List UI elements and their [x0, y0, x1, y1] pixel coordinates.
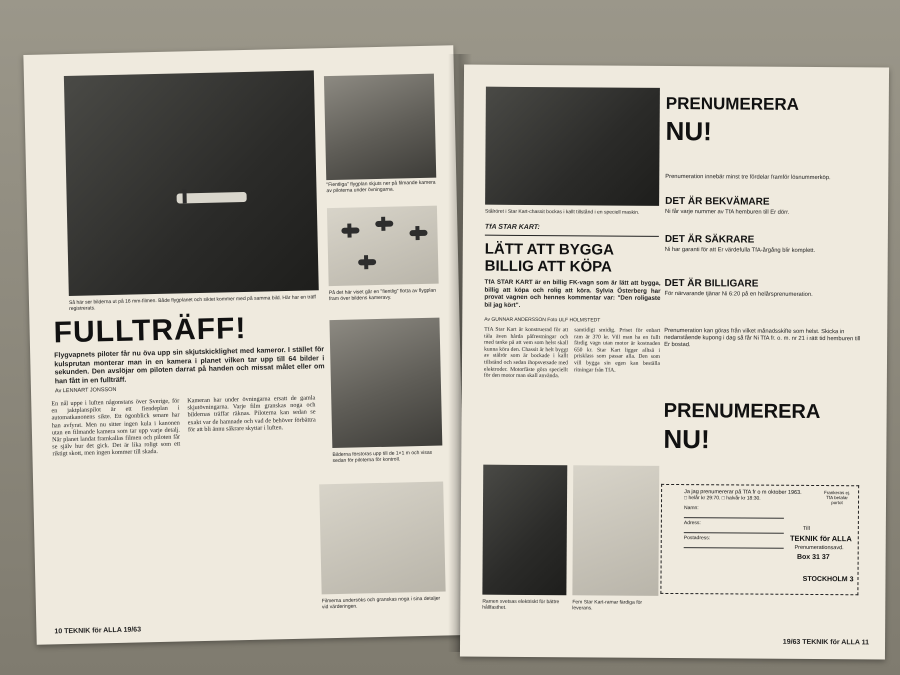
stamp-box: Frankeras ej. TfA betalar portot	[823, 490, 851, 506]
caption-photo-right-1: Stålröret i Star Kart-chassit bockas i kallt tillstånd i en speciell maskin.	[485, 208, 640, 216]
promo-title-1: PRENUMERERA	[665, 93, 800, 114]
kicker: TfA STAR KART:	[484, 223, 540, 232]
body-column-right-2: samtidigt smidig. Priset för enbart ram är 370 kr. Vill man ha en fullt färdig vagn utan motor är kostnaden 650 kr. Star Kart ligger alltså i prisklass som passar alla. Den som vill bygga sin egen kan beställa ritningar från TfA.	[573, 327, 661, 374]
benefit-2-title: DET ÄR SÄKRARE	[664, 233, 755, 246]
caption-photo-right-3: Fem Star Kart-ramar färdiga för leverans.	[572, 599, 643, 612]
benefit-3-title: DET ÄR BILLIGARE	[664, 277, 759, 290]
promo-title-2: NU!	[665, 115, 712, 147]
frames-photo	[572, 465, 659, 596]
kicker-rule	[485, 235, 659, 237]
byline: Av LENNART JONSSON	[54, 386, 117, 395]
benefit-1-text: Ni får varje nummer av TfA hemburen till Er dörr.	[665, 208, 790, 216]
caption-photo-right-2: Ramen svetsas elektriskt för bättre hållfasthet.	[482, 598, 560, 611]
subscription-coupon[interactable]	[660, 484, 859, 595]
coupon-order-line: Ja jag prenumererar på TfA fr o m oktober 1963.	[684, 489, 802, 496]
headline: FULLTRÄFF!	[53, 311, 247, 350]
byline-right: Av GUNNAR ANDERSSON Foto ULF HOLMSTEDT	[484, 316, 601, 324]
right-page	[460, 65, 889, 660]
benefit-2-text: Ni har garanti för att Er värdefulla TfA-årgång blir komplett.	[664, 246, 816, 254]
page-folio-right: 19/63 TEKNIK för ALLA 11	[782, 638, 870, 647]
left-page	[23, 45, 466, 645]
promo-title-4: NU!	[663, 423, 710, 455]
body-column-2: Kameran har under övningarna ersatt de gamla skjutövningarna. Varje film granskas noga och bildernas träffar räknas. Piloterna kan sedan se exakt var de hamnade och vad de behöver förbättra för att bli ännu säkrare skyttar i luften.	[187, 394, 316, 434]
benefit-1-title: DET ÄR BEKVÄMARE	[665, 195, 770, 208]
promo-intro: Prenumeration innebär minst tre fördelar framför lösnummerköp.	[665, 173, 831, 182]
coupon-options[interactable]: □ helår kr 29:70. □ halvår kr 18:30.	[684, 495, 761, 502]
address-field[interactable]	[684, 526, 784, 534]
coupon-name-label: Namn:	[683, 505, 699, 512]
plane-icon	[358, 259, 376, 265]
coupon-dept: Prenumerationsavd.	[794, 544, 844, 552]
caption-photo-3: På det här viset går en "fientlig" flotta av flygplan fram över bildens kameravy.	[328, 287, 437, 303]
postal-field[interactable]	[684, 541, 784, 549]
plane-icon	[409, 230, 427, 236]
headline-line-2: BILLIG ATT KÖPA	[484, 257, 612, 276]
page-folio-left: 10 TEKNIK för ALLA 19/63	[54, 626, 142, 636]
coupon-recipient: TEKNIK för ALLA	[789, 533, 852, 544]
coupon-city: STOCKHOLM 3	[802, 575, 854, 584]
name-field[interactable]	[684, 511, 784, 519]
plane-silhouette-icon	[177, 192, 247, 204]
caption-photo-2: "Fientliga" flygplan skjuts ner på filmande kamera av piloterna under övningarna.	[326, 179, 436, 195]
body-column-1: En nål uppe i luften någonstans över Sverige, för en jaktplanspilot är ett fiendeplan i automatkanonens sikte. Ett ögonblick senare har han avfyrat. Men nu sitter ingen kula i kanonen utan en filmande kamera som tar upp varje detalj. När planet landat framkallas filmen och piloten får se själv hur det gick. Det är lika roligt som ett riktigt skott, men ingen kommer till skada.	[51, 397, 181, 458]
body-column-right-1: TfA Star Kart är konstruerad för att tåla även hårda påfrestningar och med tanke på att vem som helst skall kunna köra den. Chassit är helt byggt av stålrör som är bockade i kallt tillstånd och sedan ihopsvetsade med elektroder. Motorfäste göra speciellt för den motor man skall använda.	[483, 326, 569, 380]
film-inspection-photo	[319, 482, 445, 595]
coupon-to-label: Till	[802, 525, 810, 532]
caption-photo-5: Filmerna undersöks och granskas noga i sina detaljer vid värderingen.	[321, 595, 441, 611]
gunsight-photo	[64, 70, 319, 296]
headline-line-1: LÄTT ATT BYGGA	[484, 240, 614, 259]
projector-photo	[329, 318, 442, 448]
coupon-address-label: Adress:	[683, 520, 701, 527]
pilot-photo	[324, 74, 436, 180]
benefit-3-text: För närvarande tjänar Ni 6:20 på en helårsprenumeration.	[664, 290, 813, 298]
plane-icon	[375, 221, 393, 227]
lead-text: Flygvapnets piloter får nu öva upp sin skjutskicklighet med kameror. I stället för kulsprutan monterar man in en kamera i planet vilken tar upp till 64 bilder i sekunden. Den avslöjar om piloten darrat på handen och missat målet eller om han fått in en fullträff.	[54, 346, 325, 385]
caption-photo-1: Så här ser bilderna ut på 16 mm-filmen. Både flygplanet och siktet kommer med på samma bild. Här har en träff registrerats.	[68, 294, 316, 312]
plane-icon	[341, 227, 359, 233]
coupon-box: Box 31 37	[796, 553, 830, 562]
promo-title-3: PRENUMERERA	[663, 399, 821, 424]
promo-outro: Prenumeration kan göras från vilket månadsskifte som helst. Skicka in nedanstående kupong i dag så får Ni TfA fr. o. m. nr 21 i rätt tid hemburen till Er bostad.	[664, 327, 861, 349]
tube-bending-photo	[485, 87, 660, 206]
formation-photo	[327, 206, 439, 286]
welding-photo	[482, 465, 567, 596]
caption-photo-4: Bilderna förstoras upp till de 1×1 m och visas sedan för piloterna för kontroll.	[332, 449, 433, 465]
lead-text-right: TfA STAR KART är en billig FK-vagn som är lätt att bygga, billig att köpa och rolig att köra. Sylvia Österberg har provat vagnen och hennes kommentar var: "Den roligaste bil jag kört".	[484, 278, 661, 309]
coupon-postal-label: Postadress:	[683, 535, 711, 542]
